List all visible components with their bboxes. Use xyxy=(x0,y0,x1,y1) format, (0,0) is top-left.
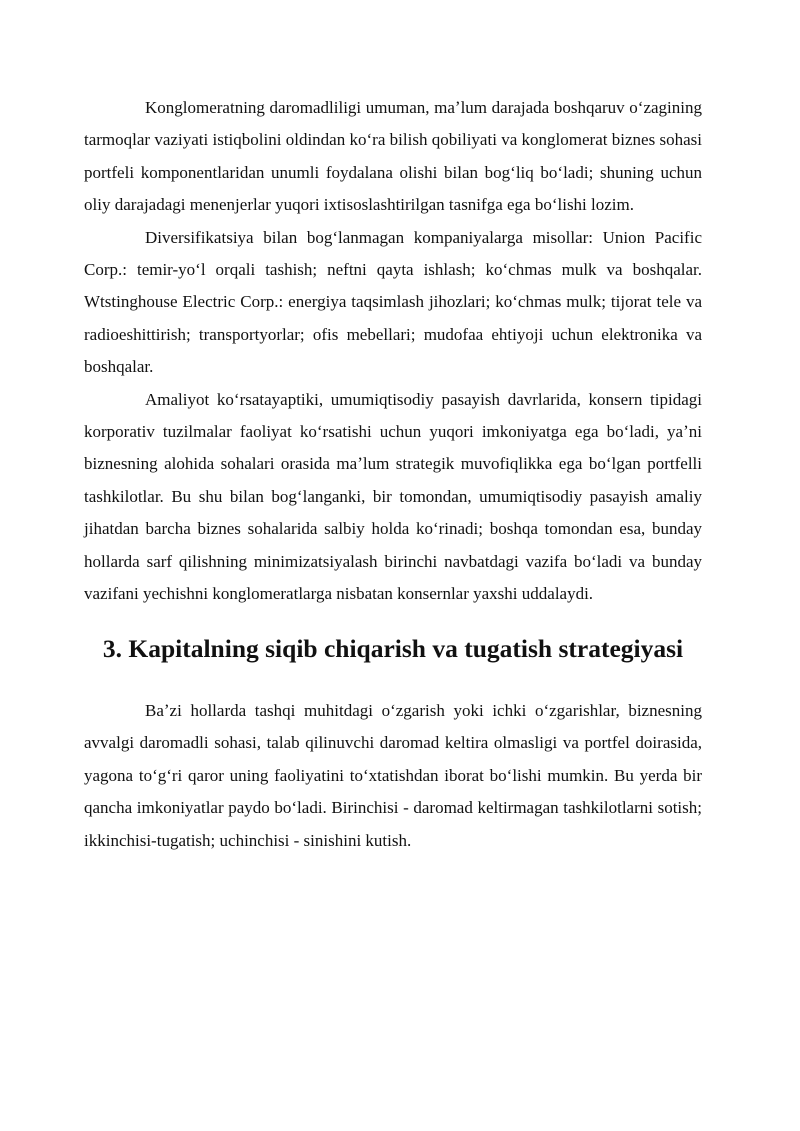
paragraph-unrelated-diversification-examples: Diversifikatsiya bilan bogʻlanmagan kompaniyalarga misollar: Union Pacific Corp.: temir-yoʻl orqali tashish; neftni qayta ishlash; koʻchmas mulk va boshqalar. Wtstinghouse Electric Corp.: energiya taqsimlash jihozlari; koʻchmas mulk; tijorat tele va radioeshittirish; transportyorlar; ofis mebellari; mudofaa ehtiyoji uchun elektronika va boshqalar. xyxy=(84,227,702,377)
document-page xyxy=(84,92,702,857)
paragraph-economic-downturn: Amaliyot koʻrsatayaptiki, umumiqtisodiy pasayish davrlarida, konsern tipidagi korporativ tuzilmalar faoliyat koʻrsatishi uchun yuqori imkoniyatga ega boʻladi, yaʼni biznesning alohida sohalari orasida maʼlum strategik muvofiqlikka ega boʻlgan portfelli tashkilotlar. Bu shu bilan bogʻlanganki, bir tomondan, umumiqtisodiy pasayish amaliy jihatdan barcha biznes sohalarida salbiy holda koʻrinadi; boshqa tomondan esa, bunday hollarda sarf qilishning minimizatsiyalash birinchi navbatdagi vazifa boʻladi va bunday vazifani yechishni konglomeratlarga nisbatan konsernlar yaxshi uddalaydi. xyxy=(84,389,702,604)
paragraph-divestment-options: Baʼzi hollarda tashqi muhitdagi oʻzgarish yoki ichki oʻzgarishlar, biznesning avvalgi daromadli sohasi, talab qilinuvchi daromad keltira olmasligi va portfel doirasida, yagona toʻgʻri qaror uning faoliyatini toʻxtatishdan iborat boʻlishi mumkin. Bu yerda bir qancha imkoniyatlar paydo boʻladi. Birinchisi - daromad keltirmagan tashkilotlarni sotish; ikkinchisi-tugatish; uchinchisi - sinishini kutish. xyxy=(84,700,702,850)
paragraph-conglomerate-profitability: Konglomeratning daromadliligi umuman, maʼlum darajada boshqaruv oʻzagining tarmoqlar vaziyati istiqbolini oldindan koʻra bilish qobiliyati va konglomerat biznes sohasi portfeli komponentlaridan unumli foydalana olishi bilan bogʻliq boʻladi; shuning uchun oliy darajadagi menenjerlar yuqori ixtisoslashtirilgan tasnifga ega boʻlishi lozim. xyxy=(84,98,702,215)
section-heading: 3. Kapitalning siqib chiqarish va tugatish strategiyasi xyxy=(102,633,684,663)
